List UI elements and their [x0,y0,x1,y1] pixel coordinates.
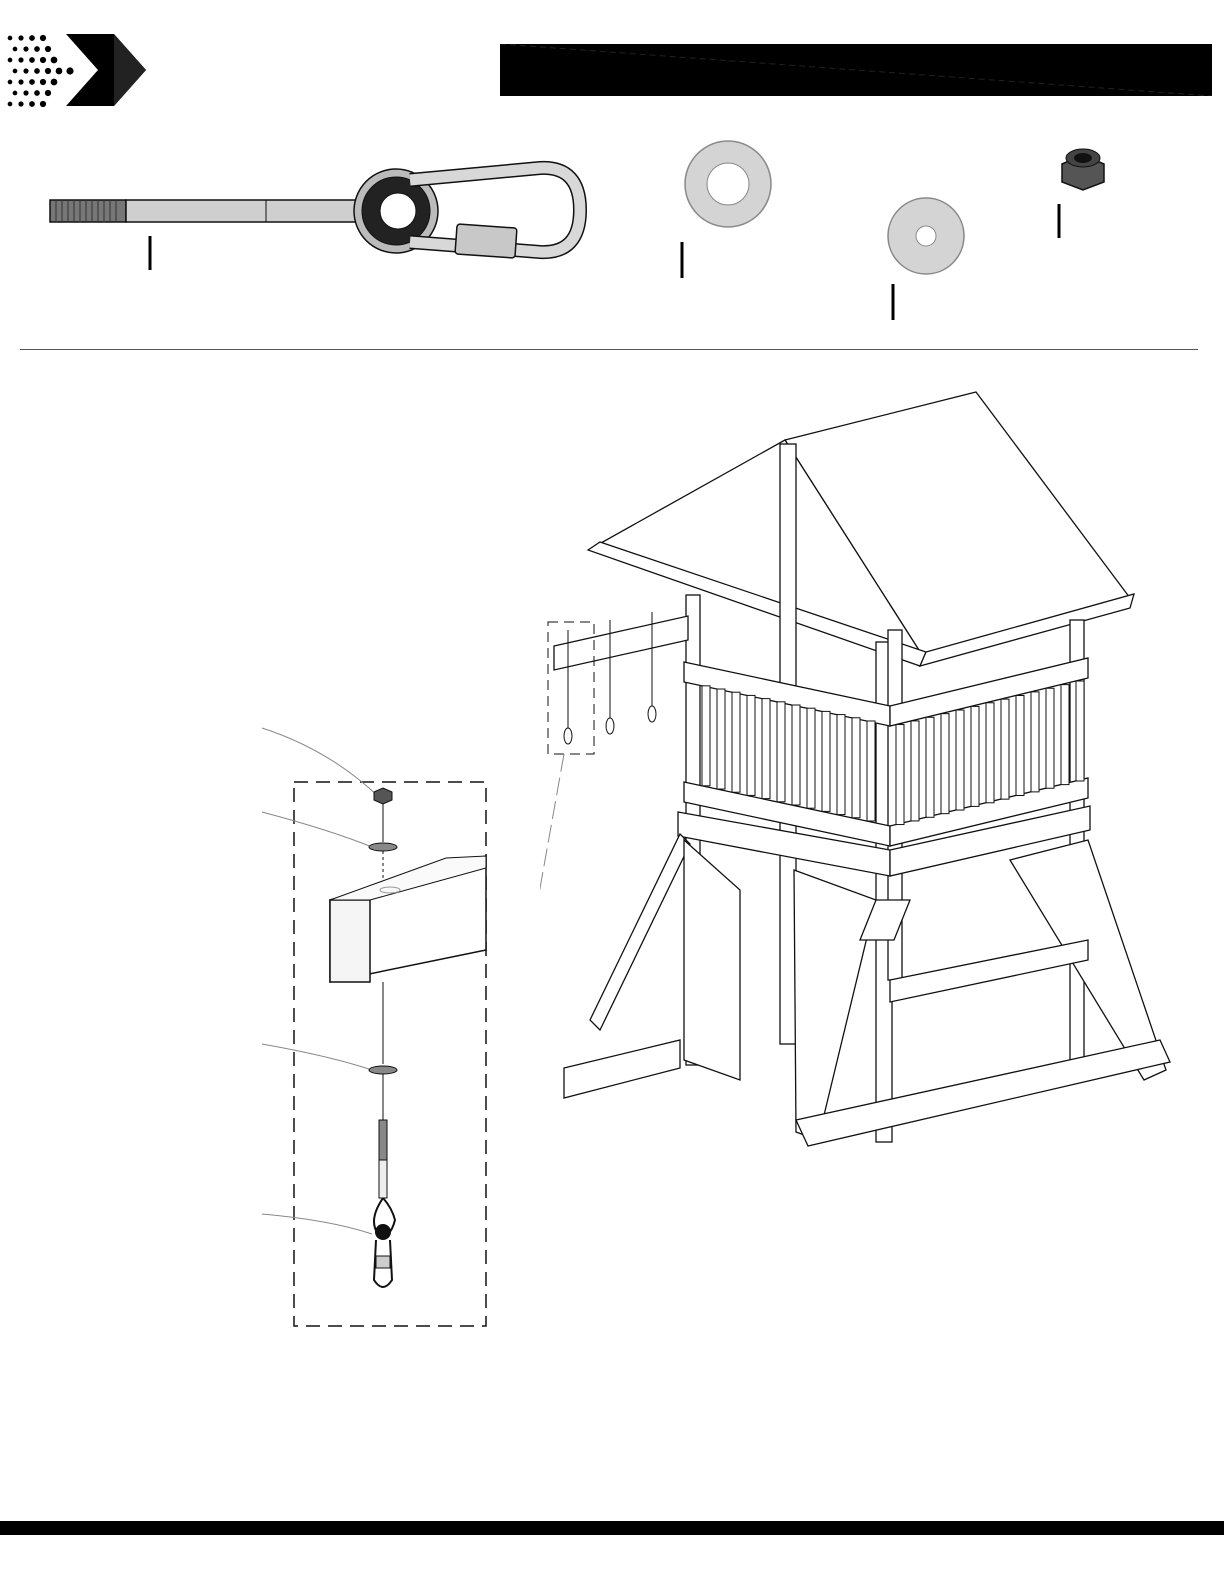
railing-slat [956,710,964,810]
callout-washer-leader [262,812,372,847]
section-header-bar [500,44,1212,96]
logo-dot [23,68,28,73]
logo-dot [8,102,13,107]
logo-dot [34,90,40,96]
railing-slat [777,702,785,802]
washer-icon [369,1066,397,1074]
logo-dot [18,57,23,62]
brand-logo-icon [4,32,150,110]
logo-dot [29,57,35,63]
railing-slat [867,721,875,821]
parts-list [0,130,1224,330]
logo-dot [13,91,18,96]
section-divider [20,349,1198,350]
railing-slat [837,715,845,815]
railing-slat [986,703,994,803]
logo-dot [34,68,40,74]
railing-slat [807,708,815,808]
logo-dot [29,79,35,85]
logo-dot [8,80,13,85]
logo-dot [40,79,46,85]
railing-slat [1061,685,1069,785]
railing-slat [1046,688,1054,788]
railing-slat [852,718,860,818]
logo-dot [51,79,58,86]
railing-slat [896,725,904,825]
large-washer-icon [682,141,771,278]
swing-beam [330,856,486,982]
logo-dot [40,101,46,107]
railing-slat [1016,696,1024,796]
railing-slat [941,714,949,814]
logo-dot [18,79,23,84]
railing-slat [1076,681,1084,781]
logo-dot [40,57,46,63]
swing-hanger-icon [50,168,580,270]
railing-slat [792,705,800,805]
railing-slat [911,721,919,821]
railing-slat [971,706,979,806]
callout-quick-link-leader [262,1214,372,1234]
logo-dot [34,46,40,52]
lock-nut-icon [1059,149,1104,238]
logo-dot [45,90,51,96]
railing-slat [1001,699,1009,799]
logo-dot [66,67,73,74]
logo-dot [8,58,13,63]
callout-washer-leader-2 [262,1044,372,1070]
logo-dot [45,68,51,74]
logo-dot [13,69,18,74]
detail-leader-line [540,754,564,1056]
playset-diagram [540,380,1190,1160]
railing-slat [1031,692,1039,792]
railing-slat [822,711,830,811]
logo-dot [29,35,35,41]
railing-slat [732,692,740,792]
hardware-detail-view [250,720,540,1340]
railing-slat [762,699,770,799]
logo-dot [23,90,28,95]
logo-dot [23,46,28,51]
logo-dot [8,36,13,41]
small-washer-icon [888,198,964,320]
logo-dot [13,47,18,52]
logo-dot [18,101,23,106]
logo-dot [45,46,51,52]
railing-slat [702,686,710,786]
logo-dot [18,35,23,40]
washer-icon [369,843,397,851]
railing-slat [747,695,755,795]
logo-dot [29,101,35,107]
logo-dot [40,35,46,41]
logo-dot [56,68,63,75]
railing-slat [717,689,725,789]
footer-bar [0,1521,1224,1535]
swing-hanger-icon [374,1120,395,1287]
railing-slat [926,717,934,817]
callout-nut-leader [262,728,380,798]
lock-nut-icon [374,788,392,804]
logo-dot [51,57,58,64]
